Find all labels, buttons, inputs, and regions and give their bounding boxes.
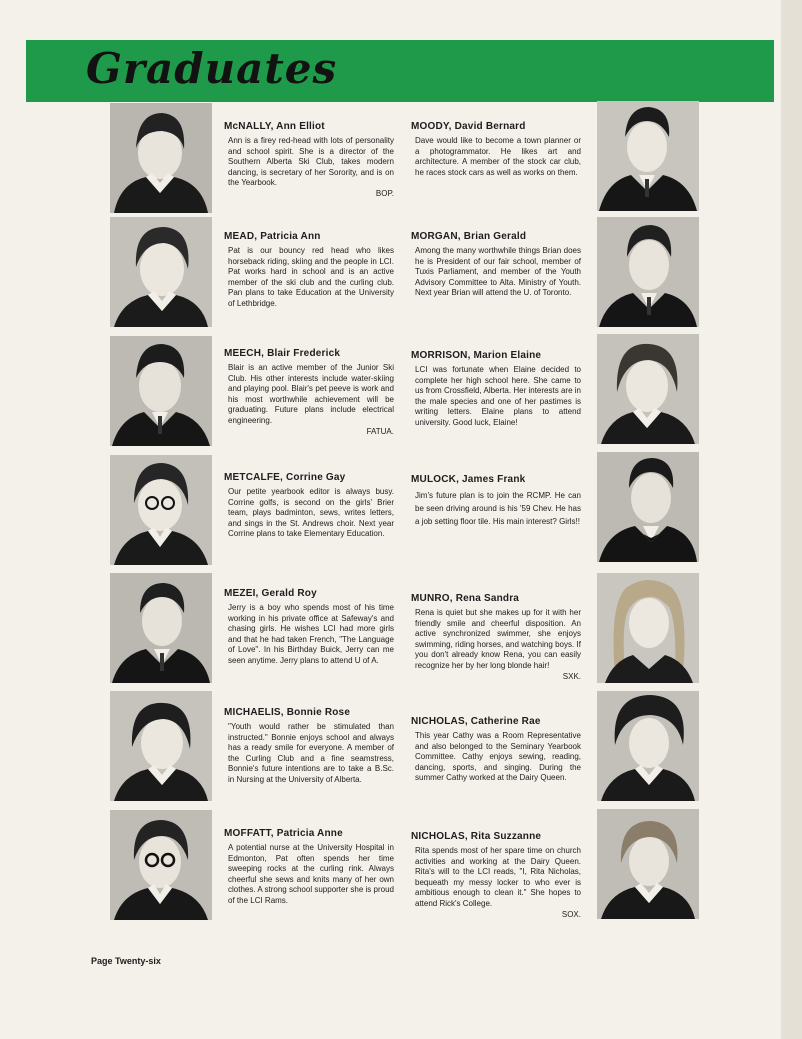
graduate-entry <box>411 474 583 528</box>
graduate-signature: FATUA. <box>366 426 394 436</box>
graduate-entry <box>411 831 583 920</box>
graduate-signature: SOX. <box>561 909 581 919</box>
graduate-bio: LCI was fortunate when Elaine decided to complete her high school here. She came to us from Crossfield, Alberta. Her interests are in the male species and one of her pastimes is writing letters. Elaine plans to attend university. Good luck, Elaine! <box>415 365 581 427</box>
graduate-name: MEZEI, Gerald Roy <box>224 588 317 599</box>
page-number: Page Twenty-six <box>91 956 161 966</box>
graduate-name: MORRISON, Marion Elaine <box>411 350 542 361</box>
graduate-name: NICHOLAS, Catherine Rae <box>411 716 541 727</box>
graduate-entry <box>224 121 396 199</box>
graduate-entry <box>411 350 583 429</box>
graduate-name: MUNRO, Rena Sandra <box>411 593 520 604</box>
graduate-name: METCALFE, Corrine Gay <box>224 472 346 483</box>
graduate-name: MEAD, Patricia Ann <box>224 231 321 242</box>
portrait-photo <box>597 573 699 683</box>
portrait-photo <box>597 101 699 211</box>
graduate-name: NICHOLAS, Rita Suzzanne <box>411 831 542 842</box>
graduate-bio: A potential nurse at the University Hospital in Edmonton, Pat often spends her time sweeping rocks at the curling rink. Always cheerful she sews and knits many of her own clothes. A strong school supporter she is proud of the LCI Rams. <box>228 843 394 905</box>
graduate-bio: Jerry is a boy who spends most of his time working in his private office at Safeway's and chasing girls. He wishes LCI had more girls and that he had taken French, "The Language of Love". In his Birthday Buick, Jerry can me seen anytime. Jerry plans to attend U of A. <box>228 603 394 665</box>
graduate-entry <box>224 472 396 540</box>
portrait-photo <box>110 573 212 683</box>
graduate-name: MOFFATT, Patricia Anne <box>224 828 343 839</box>
portrait-photo <box>110 455 212 565</box>
graduate-entry <box>224 231 396 310</box>
graduate-entry <box>411 593 583 682</box>
portrait-photo <box>110 217 212 327</box>
graduate-bio: Rena is quiet but she makes up for it with her friendly smile and cheerful disposition. An active synchronized swimmer, she enjoys swimming, riding horses, and watching boys. If you don't already know Rena, you can easily recognize her by her long blonde hair! <box>415 608 581 670</box>
graduate-bio: Ann is a firey red-head with lots of personality and school spirit. She is a director of the Southern Alberta Ski Club, takes modern dancing, is secretary of her Sorority, and is on the Yearbook. <box>228 136 394 188</box>
graduate-bio: Blair is an active member of the Junior Ski Club. His other interests include water-skiing and playing pool. Blair's pet peeve is work and his most worthwhile achievement will be graduating. Future plans include electrical engineering. <box>228 363 394 425</box>
graduate-bio: Dave would like to become a town planner or a photogrammator. He likes art and architecture. A member of the stock car club, he races stock cars as well as works on them. <box>415 136 581 177</box>
graduate-bio: Our petite yearbook editor is always busy. Corrine golfs, is second on the girls' Brier team, plays badminton, sews, writes letters, and sings in the St. Andrews choir. Next year Corrine plans to take Elementary Education. <box>228 487 394 539</box>
portrait-photo <box>110 336 212 446</box>
graduate-signature: SXK. <box>562 671 581 681</box>
graduate-entry <box>411 716 583 784</box>
graduate-entry <box>411 121 583 178</box>
graduate-name: MEECH, Blair Frederick <box>224 348 341 359</box>
graduate-entry <box>224 707 396 786</box>
graduate-bio: This year Cathy was a Room Representative and also belonged to the Seminary Yearbook Committee. Cathy enjoys sewing, reading, dancing, sports, and singing. During the summer Cathy worked at the Dairy Queen. <box>415 731 581 783</box>
graduate-entry <box>411 231 583 299</box>
graduate-bio: "Youth would rather be stimulated than instructed." Bonnie enjoys school and always has a ready smile for everyone. A member of the Curling Club and a fine seamstress, Bonnie's future intentions are to take a B.Sc. in Nursing at the University of Alberta. <box>228 722 394 784</box>
graduate-bio: Jim's future plan is to join the RCMP. He can be seen driving around is his '59 Chev. He has a job setting floor tile. His main interest? Girls!! <box>415 491 581 526</box>
header-banner <box>26 40 774 102</box>
portrait-photo <box>597 217 699 327</box>
portrait-photo <box>110 810 212 920</box>
graduate-name: MORGAN, Brian Gerald <box>411 231 527 242</box>
portrait-photo <box>597 809 699 919</box>
graduate-name: MOODY, David Bernard <box>411 121 526 132</box>
graduate-bio: Rita spends most of her spare time on church activities and working at the Dairy Queen. Rita's will to the LCI reads, "I, Rita Nicholas, bequeath my messy locker to who ever is ambitious enough to clean it." She hopes to attend Rick's College. <box>415 846 581 908</box>
graduate-bio: Pat is our bouncy red head who likes horseback riding, skiing and the people in LCI. Pat works hard in school and is an active member of the ski club and the curling club. Pan plans to take Education at the University of Lethbridge. <box>228 246 394 308</box>
graduate-signature: BOP. <box>375 188 394 198</box>
graduate-name: McNALLY, Ann Elliot <box>224 121 325 132</box>
portrait-photo <box>597 334 699 444</box>
portrait-photo <box>597 691 699 801</box>
graduate-name: MULOCK, James Frank <box>411 474 526 485</box>
page-edge <box>781 0 802 1039</box>
page-title: Graduates <box>86 44 338 93</box>
portrait-photo <box>110 103 212 213</box>
portrait-photo <box>110 691 212 801</box>
graduate-name: MICHAELIS, Bonnie Rose <box>224 707 351 718</box>
graduate-entry <box>224 588 396 667</box>
graduate-entry <box>224 828 396 907</box>
graduate-bio: Among the many worthwhile things Brian does he is President of our fair school, member of Tuxis Parliament, and member of the Youth Advisory Committee to Alta. Ministry of Youth. Next year Brian will attend the U. of Toronto. <box>415 246 581 298</box>
graduate-entry <box>224 348 396 437</box>
portrait-photo <box>597 452 699 562</box>
